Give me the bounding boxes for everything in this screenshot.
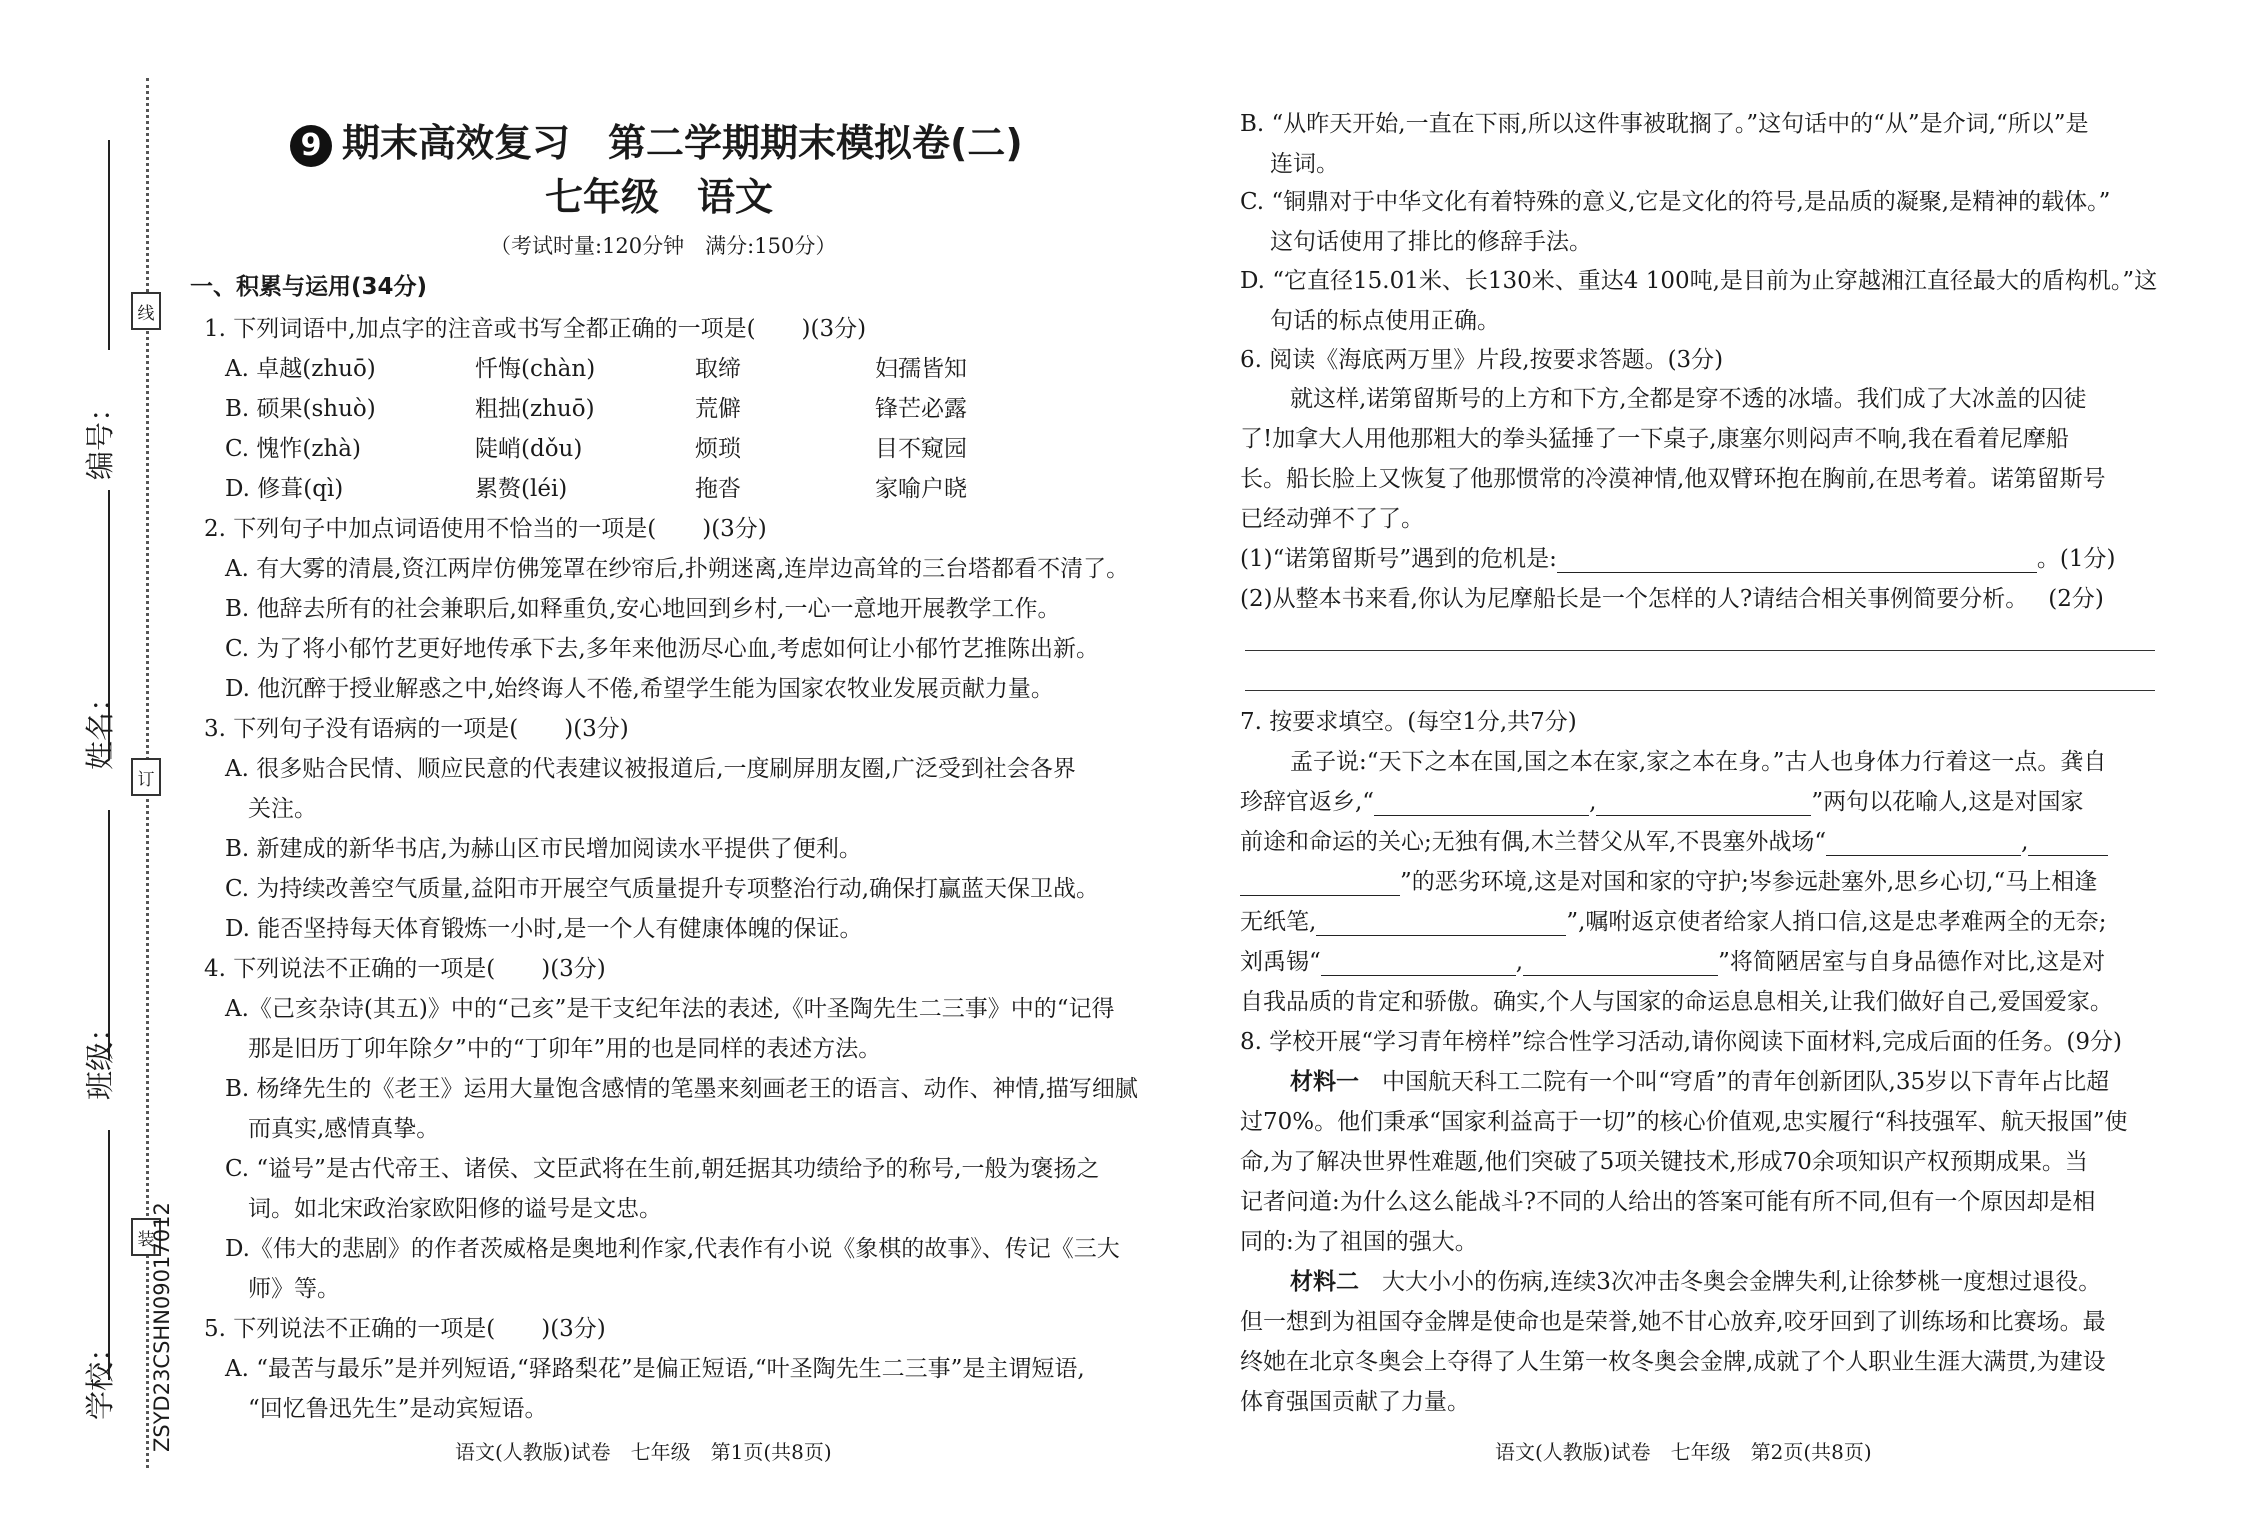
q1-a-word4: 妇孺皆知 xyxy=(875,356,967,382)
q4-option-b[interactable]: B. 杨绛先生的《老王》运用大量饱含感情的笔墨来刻画老王的语言、动作、神情,描写细腻 xyxy=(225,1076,1138,1102)
page-footer: 语文(人教版)试卷 七年级 第2页(共8页) xyxy=(1495,1440,1872,1464)
q6-sub-2-score: (2分) xyxy=(2048,586,2104,612)
material-2-label: 材料二 xyxy=(1290,1268,1359,1295)
question-2: 2. 下列句子中加点词语使用不恰当的一项是( )(3分) xyxy=(204,516,767,542)
q7-blank-6[interactable] xyxy=(1321,953,1516,976)
material-1-text: 中国航天科工二院有一个叫“穹盾”的青年创新团队,35岁以下青年占比超 xyxy=(1382,1069,2110,1095)
q5-option-c-cont: 这句话使用了排比的修辞手法。 xyxy=(1270,229,1592,255)
q6-sub-1-text: (1)“诺第留斯号”遇到的危机是: xyxy=(1240,546,1557,572)
q7-text: 珍辞官返乡,“ xyxy=(1240,789,1375,815)
cut-mark-zhuang: 装 xyxy=(131,1218,161,1256)
q7-text-line xyxy=(1240,943,2105,976)
q7-text: ”两句以花喻人,这是对国家 xyxy=(1811,789,2084,815)
q4-option-d-cont: 师》等。 xyxy=(248,1276,340,1302)
badge-number: 9 xyxy=(290,125,332,167)
q1-b-word4: 锋芒必露 xyxy=(875,396,967,422)
q4-option-c[interactable]: C. “谥号”是古代帝王、诸侯、文臣武将在生前,朝廷据其功绩给予的称号,一般为褒扬之 xyxy=(225,1156,1100,1182)
q7-text: 前途和命运的关心;无独有偶,木兰替父从军,不畏塞外战场“ xyxy=(1240,829,1827,855)
q2-option-c[interactable]: C. 为了将小郁竹艺更好地传承下去,多年来他沥尽心血,考虑如何让小郁竹艺推陈出新。 xyxy=(225,636,1100,662)
exam-title-text: 期末高效复习 第二学期期末模拟卷(二) xyxy=(342,121,1023,165)
grade-subject: 七年级 语文 xyxy=(545,175,774,219)
q5-option-d[interactable]: D. “它直径15.01米、长130米、重达4 100吨,是目前为止穿越湘江直径最大的盾构机。”这 xyxy=(1240,268,2158,294)
q4-option-c-cont: 词。如北宋政治家欧阳修的谥号是文忠。 xyxy=(248,1196,662,1222)
q7-blank-5[interactable] xyxy=(1316,913,1566,936)
q7-text: 刘禹锡“ xyxy=(1240,949,1321,975)
q1-d-word2: 累赘(léi) xyxy=(475,476,568,502)
number-label: 编号： xyxy=(83,392,117,480)
q1-d-word4: 家喻户晓 xyxy=(875,476,967,502)
class-label: 班级： xyxy=(83,1012,117,1100)
question-1: 1. 下列词语中,加点字的注音或书写全都正确的一项是( )(3分) xyxy=(204,316,867,342)
q1-b-word3: 荒僻 xyxy=(695,396,741,422)
q5-option-c[interactable]: C. “铜鼎对于中华文化有着特殊的意义,它是文化的符号,是品质的凝聚,是精神的载体。” xyxy=(1240,189,2111,215)
q7-text: , xyxy=(1589,789,1597,815)
question-4: 4. 下列说法不正确的一项是( )(3分) xyxy=(204,956,606,982)
material-2-line: 终她在北京冬奥会上夺得了人生第一枚冬奥会金牌,成就了个人职业生涯大满贯,为建设 xyxy=(1240,1349,2106,1375)
q7-text-line: 自我品质的肯定和骄傲。确实,个人与国家的命运息息相关,让我们做好自己,爱国爱家。 xyxy=(1240,989,2113,1015)
page-2 xyxy=(1240,0,2160,1535)
material-1-line: 记者问道:为什么这么能战斗?不同的人给出的答案可能有所不同,但有一个原因却是相 xyxy=(1240,1189,2096,1215)
q6-passage-line: 就这样,诺第留斯号的上方和下方,全都是穿不透的冰墙。我们成了大冰盖的囚徒 xyxy=(1290,386,2087,412)
material-1-line: 命,为了解决世界性难题,他们突破了5项关键技术,形成70余项知识产权预期成果。当 xyxy=(1240,1149,2088,1175)
paper-code: ZSYD23CSHN09017012 xyxy=(150,1202,174,1452)
q2-option-b[interactable]: B. 他辞去所有的社会兼职后,如释重负,安心地回到乡村,一心一意地开展教学工作。 xyxy=(225,596,1061,622)
q4-option-a[interactable]: A.《己亥杂诗(其五)》中的“己亥”是干支纪年法的表述,《叶圣陶先生二三事》中的“记得 xyxy=(225,996,1115,1022)
name-label: 姓名： xyxy=(83,682,117,770)
q5-option-d-cont: 句话的标点使用正确。 xyxy=(1270,308,1500,334)
q6-sub-1-answer-blank[interactable] xyxy=(1557,550,2037,573)
q2-option-a[interactable]: A. 有大雾的清晨,资江两岸仿佛笼罩在纱帘后,扑朔迷离,连岸边高耸的三台塔都看不清了。 xyxy=(225,556,1130,582)
page-1 xyxy=(190,0,1165,1535)
material-1-line: 过70%。他们秉承“国家利益高于一切”的核心价值观,忠实履行“科技强军、航天报国”使 xyxy=(1240,1109,2128,1135)
q7-blank-7[interactable] xyxy=(1523,953,1718,976)
q7-blank-4[interactable] xyxy=(2028,833,2108,856)
q6-sub-2 xyxy=(1240,580,2104,613)
q6-sub-2-text: (2)从整本书来看,你认为尼摩船长是一个怎样的人?请结合相关事例简要分析。 xyxy=(1240,586,2029,612)
q3-option-d[interactable]: D. 能否坚持每天体育锻炼一小时,是一个人有健康体魄的保证。 xyxy=(225,916,863,942)
q5-option-a-cont: “回忆鲁迅先生”是动宾短语。 xyxy=(248,1396,548,1422)
q7-text: , xyxy=(1515,949,1524,975)
material-2-line: 但一想到为祖国夺金牌是使命也是荣誉,她不甘心放弃,咬牙回到了训练场和比赛场。最 xyxy=(1240,1309,2106,1335)
q5-option-b[interactable]: B. “从昨天开始,一直在下雨,所以这件事被耽搁了。”这句话中的“从”是介词,“所以”是 xyxy=(1240,111,2089,137)
exam-info: （考试时量:120分钟 满分:150分） xyxy=(490,234,837,258)
q6-passage-line: 了!加拿大人用他那粗大的拳头猛捶了一下桌子,康塞尔则闷声不响,我在看着尼摩船 xyxy=(1240,426,2069,452)
q1-d-word1: D. 修葺(qì) xyxy=(225,476,344,502)
question-7: 7. 按要求填空。(每空1分,共7分) xyxy=(1240,709,1577,735)
number-blank-line[interactable] xyxy=(108,140,110,350)
q7-text-line xyxy=(1240,903,2106,936)
q4-option-d[interactable]: D.《伟大的悲剧》的作者茨威格是奥地利作家,代表作有小说《象棋的故事》、传记《三大 xyxy=(225,1236,1120,1262)
q7-blank-2[interactable] xyxy=(1596,793,1811,816)
q1-b-word1: B. 硕果(shuò) xyxy=(225,396,376,422)
q6-passage-line: 已经动弹不了了。 xyxy=(1240,506,1424,532)
q1-a-word3: 取缔 xyxy=(695,356,741,382)
q7-text-line xyxy=(1240,783,2083,816)
section-heading: 一、积累与运用(34分) xyxy=(190,274,428,300)
cut-mark-line: 线 xyxy=(131,292,161,330)
q4-option-a-cont: 那是旧历丁卯年除夕”中的“丁卯年”用的也是同样的表述方法。 xyxy=(248,1036,882,1062)
q1-c-word2: 陡峭(dǒu) xyxy=(475,436,583,462)
material-2-line xyxy=(1290,1263,2101,1296)
q3-option-b[interactable]: B. 新建成的新华书店,为赫山区市民增加阅读水平提供了便利。 xyxy=(225,836,862,862)
q3-option-a[interactable]: A. 很多贴合民情、顺应民意的代表建议被报道后,一度刷屏朋友圈,广泛受到社会各界 xyxy=(225,756,1076,782)
q3-option-a-cont: 关注。 xyxy=(248,796,317,822)
material-2-line: 体育强国贡献了力量。 xyxy=(1240,1389,1470,1415)
q2-option-d[interactable]: D. 他沉醉于授业解惑之中,始终诲人不倦,希望学生能为国家农牧业发展贡献力量。 xyxy=(225,676,1054,702)
q7-text-line xyxy=(1240,863,2097,896)
q7-blank-4-cont[interactable] xyxy=(1240,873,1400,896)
q7-text: ”的恶劣环境,这是对国和家的守护;岑参远赴塞外,思乡心切,“马上相逢 xyxy=(1400,869,2098,895)
q5-option-a[interactable]: A. “最苦与最乐”是并列短语,“驿路梨花”是偏正短语,“叶圣陶先生二三事”是主谓短语, xyxy=(225,1356,1085,1382)
q7-text: ”将简陋居室与自身品德作对比,这是对 xyxy=(1718,949,2106,975)
school-label: 学校： xyxy=(83,1332,117,1420)
question-8: 8. 学校开展“学习青年榜样”综合性学习活动,请你阅读下面材料,完成后面的任务。(9分) xyxy=(1240,1029,2122,1055)
q7-text: ”,嘱咐返京使者给家人捎口信,这是忠孝难两全的无奈; xyxy=(1566,909,2107,935)
q1-c-word1: C. 愧怍(zhà) xyxy=(225,436,361,462)
question-3: 3. 下列句子没有语病的一项是( )(3分) xyxy=(204,716,629,742)
material-1-label: 材料一 xyxy=(1290,1068,1359,1095)
material-2-text: 大大小小的伤病,连续3次冲击冬奥会金牌失利,让徐梦桃一度想过退役。 xyxy=(1382,1269,2102,1295)
material-1-line: 同的:为了祖国的强大。 xyxy=(1240,1229,1478,1255)
q7-blank-1[interactable] xyxy=(1374,793,1589,816)
q6-answer-line[interactable] xyxy=(1245,690,2155,691)
q5-option-b-cont: 连词。 xyxy=(1270,151,1339,177)
q1-c-word4: 目不窥园 xyxy=(875,436,967,462)
q1-c-word3: 烦琐 xyxy=(695,436,741,462)
question-6: 6. 阅读《海底两万里》片段,按要求答题。(3分) xyxy=(1240,347,1724,373)
q7-blank-3[interactable] xyxy=(1826,833,2021,856)
cut-mark-ding: 订 xyxy=(131,758,161,796)
q6-sub-1-score: 。(1分) xyxy=(2036,546,2116,572)
q1-d-word3: 拖沓 xyxy=(695,476,741,502)
q7-text-line xyxy=(1240,823,2108,856)
q6-answer-line[interactable] xyxy=(1245,650,2155,651)
binding-margin xyxy=(0,0,174,1535)
material-1-line xyxy=(1290,1063,2109,1096)
q3-option-c[interactable]: C. 为持续改善空气质量,益阳市开展空气质量提升专项整治行动,确保打赢蓝天保卫战。 xyxy=(225,876,1100,902)
q4-option-b-cont: 而真实,感情真挚。 xyxy=(248,1116,440,1142)
question-5: 5. 下列说法不正确的一项是( )(3分) xyxy=(204,1316,606,1342)
page-footer: 语文(人教版)试卷 七年级 第1页(共8页) xyxy=(455,1440,832,1464)
q1-a-word1: A. 卓越(zhuō) xyxy=(225,356,376,382)
q7-text: , xyxy=(2021,829,2029,855)
q7-text-line: 孟子说:“天下之本在国,国之本在家,家之本在身。”古人也身体力行着这一点。龚自 xyxy=(1290,749,2107,775)
q1-a-word2: 忏悔(chàn) xyxy=(475,356,596,382)
q6-sub-1 xyxy=(1240,540,2115,573)
exam-title xyxy=(290,112,1023,167)
q1-b-word2: 粗拙(zhuō) xyxy=(475,396,595,422)
q6-passage-line: 长。船长脸上又恢复了他那惯常的冷漠神情,他双臂环抱在胸前,在思考着。诺第留斯号 xyxy=(1240,466,2106,492)
q7-text: 无纸笔, xyxy=(1240,909,1317,935)
